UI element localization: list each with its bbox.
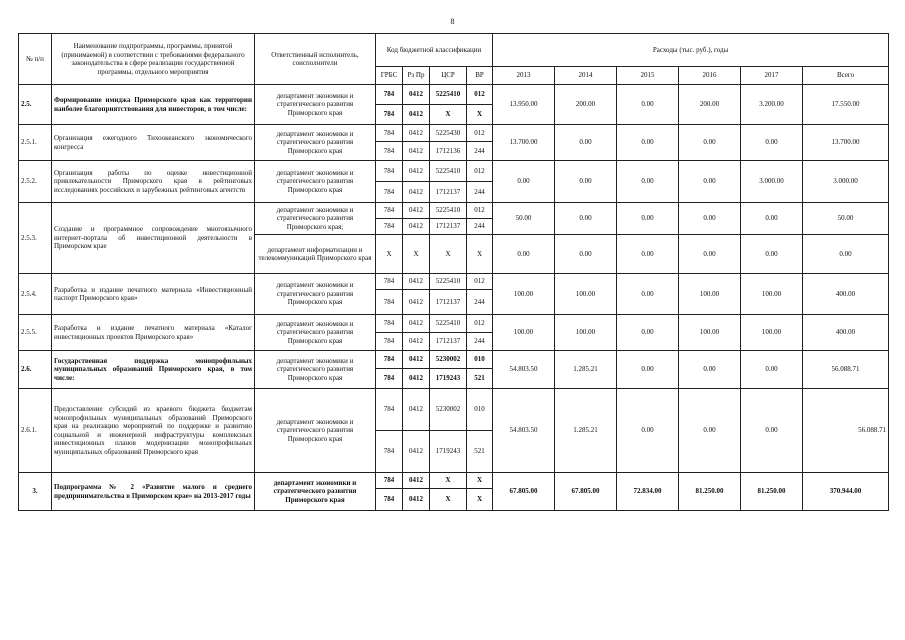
code-vr: X xyxy=(467,473,493,489)
code-csr: X xyxy=(430,473,467,489)
value-2017: 0.00 xyxy=(741,389,803,473)
value-2017: 0.00 xyxy=(741,125,803,161)
value-2017: 3.000.00 xyxy=(741,161,803,203)
value-2013: 0.00 xyxy=(493,235,555,274)
value-2015: 0.00 xyxy=(617,85,679,125)
value-2017: 0.00 xyxy=(741,203,803,235)
value-2014: 0.00 xyxy=(555,235,617,274)
budget-table xyxy=(18,33,889,511)
header-name: Наименование подпрограммы, программы, принятой (принимаемой) в соответствии с требованиями федерального законодательства в сфере реализации государственной программы, отдельного мероприятия xyxy=(52,34,255,85)
header-total: Всего xyxy=(803,67,889,85)
code-vr: 521 xyxy=(467,431,493,473)
row-num: 2.5.1. xyxy=(19,125,52,161)
row-num: 2.5.2. xyxy=(19,161,52,203)
value-2017: 81.250.00 xyxy=(741,473,803,511)
code-csr: 1712137 xyxy=(430,219,467,235)
value-2015: 0.00 xyxy=(617,315,679,351)
value-2013: 54.803.50 xyxy=(493,351,555,389)
value-2016: 81.250.00 xyxy=(679,473,741,511)
code-csr: 5230002 xyxy=(430,351,467,369)
value-2014: 1.285.21 xyxy=(555,351,617,389)
code-rzpr: 0412 xyxy=(403,203,430,219)
value-2016: 0.00 xyxy=(679,161,741,203)
code-csr: 1719243 xyxy=(430,431,467,473)
value-2013: 13.700.00 xyxy=(493,125,555,161)
value-2014: 0.00 xyxy=(555,161,617,203)
code-csr: 5225410 xyxy=(430,203,467,219)
value-2015: 0.00 xyxy=(617,161,679,203)
value-2014: 0.00 xyxy=(555,203,617,235)
row-resp: департамент экономики и стратегического развития Приморского края xyxy=(255,389,376,473)
value-2016: 0.00 xyxy=(679,203,741,235)
row-name: Организация ежегодного Тихоокеанского экономического конгресса xyxy=(52,125,255,161)
row-resp-extra: департамент информатизации и телекоммуникаций Приморского края xyxy=(255,235,376,274)
value-2017: 100.00 xyxy=(741,315,803,351)
code-grbs: 784 xyxy=(376,85,403,105)
header-csr: ЦСР xyxy=(430,67,467,85)
value-2015: 0.00 xyxy=(617,274,679,315)
code-csr: X xyxy=(430,489,467,511)
code-rzpr: 0412 xyxy=(403,219,430,235)
row-name: Организация работы по оценке инвестиционной привлекательности Приморского края в рейтинговых исследованиях российских и зарубежных рейтинговых агентств xyxy=(52,161,255,203)
table-row xyxy=(19,351,889,369)
value-total: 0.00 xyxy=(803,235,889,274)
code-csr: 1712137 xyxy=(430,290,467,315)
code-vr: X xyxy=(467,105,493,125)
table-row xyxy=(19,389,889,431)
table-row xyxy=(19,274,889,290)
value-2017: 3.200.00 xyxy=(741,85,803,125)
value-2014: 0.00 xyxy=(555,125,617,161)
value-2013: 13.950.00 xyxy=(493,85,555,125)
table-row xyxy=(19,473,889,489)
header-row xyxy=(19,34,889,67)
row-resp: департамент экономики и стратегического развития Приморского края xyxy=(255,161,376,203)
code-vr: 244 xyxy=(467,290,493,315)
code-csr: 5225430 xyxy=(430,125,467,142)
code-csr: 1712136 xyxy=(430,142,467,161)
code-csr: 5225410 xyxy=(430,274,467,290)
code-rzpr: 0412 xyxy=(403,161,430,182)
value-2015: 0.00 xyxy=(617,203,679,235)
code-csr: 5225410 xyxy=(430,161,467,182)
value-2015: 0.00 xyxy=(617,351,679,389)
row-num: 2.5.4. xyxy=(19,274,52,315)
code-rzpr: 0412 xyxy=(403,85,430,105)
code-vr: 012 xyxy=(467,315,493,333)
header-code: Код бюджетной классификации xyxy=(376,34,493,67)
header-2014: 2014 xyxy=(555,67,617,85)
value-2015: 0.00 xyxy=(617,125,679,161)
code-vr: 521 xyxy=(467,369,493,389)
row-name: Разработка и издание печатного материала «Каталог инвестиционных проектов Приморского края» xyxy=(52,315,255,351)
value-2016: 0.00 xyxy=(679,351,741,389)
code-rzpr: 0412 xyxy=(403,333,430,351)
row-num: 2.6.1. xyxy=(19,389,52,473)
value-2016: 100.00 xyxy=(679,274,741,315)
row-num: 2.5.3. xyxy=(19,203,52,274)
row-name: Формирование имиджа Приморского края как территории наиболее благоприятствования для инвесторов, в том числе: xyxy=(52,85,255,125)
code-rzpr: 0412 xyxy=(403,369,430,389)
row-num: 2.6. xyxy=(19,351,52,389)
code-grbs: 784 xyxy=(376,203,403,219)
code-vr: 244 xyxy=(467,182,493,203)
code-vr: 010 xyxy=(467,351,493,369)
value-total: 3.000.00 xyxy=(803,161,889,203)
code-rzpr: 0412 xyxy=(403,290,430,315)
header-2013: 2013 xyxy=(493,67,555,85)
code-grbs: 784 xyxy=(376,333,403,351)
row-resp: департамент экономики и стратегического развития Приморского края xyxy=(255,473,376,511)
value-2016: 100.00 xyxy=(679,315,741,351)
code-vr: X xyxy=(467,489,493,511)
value-2013: 54.803.50 xyxy=(493,389,555,473)
row-resp: департамент экономики и стратегического развития Приморского края xyxy=(255,125,376,161)
value-2015: 0.00 xyxy=(617,389,679,473)
code-grbs: 784 xyxy=(376,369,403,389)
value-2014: 100.00 xyxy=(555,274,617,315)
code-rzpr: 0412 xyxy=(403,274,430,290)
code-rzpr: 0412 xyxy=(403,142,430,161)
code-rzpr: 0412 xyxy=(403,473,430,489)
code-grbs: 784 xyxy=(376,351,403,369)
row-name: Подпрограмма № 2 «Развитие малого и среднего предпринимательства в Приморском крае» на 2013-2017 годы xyxy=(52,473,255,511)
value-2013: 100.00 xyxy=(493,315,555,351)
row-resp: департамент экономики и стратегического развития Приморского края xyxy=(255,351,376,389)
page-number: 8 xyxy=(450,17,455,26)
code-vr: 244 xyxy=(467,333,493,351)
value-2016: 0.00 xyxy=(679,235,741,274)
value-2017: 100.00 xyxy=(741,274,803,315)
code-vr: X xyxy=(467,235,493,274)
value-total: 13.700.00 xyxy=(803,125,889,161)
code-vr: 012 xyxy=(467,161,493,182)
value-2013: 50.00 xyxy=(493,203,555,235)
code-csr: 1712137 xyxy=(430,182,467,203)
code-csr: 5225410 xyxy=(430,85,467,105)
row-resp: департамент экономики и стратегического развития Приморского края; xyxy=(255,203,376,235)
code-grbs: 784 xyxy=(376,125,403,142)
value-2017: 0.00 xyxy=(741,351,803,389)
code-vr: 012 xyxy=(467,85,493,105)
code-csr: 1712137 xyxy=(430,333,467,351)
code-csr: X xyxy=(430,235,467,274)
row-num: 2.5.5. xyxy=(19,315,52,351)
row-resp: департамент экономики и стратегического развития Приморского края xyxy=(255,315,376,351)
table-row xyxy=(19,203,889,219)
code-grbs: 784 xyxy=(376,489,403,511)
header-2017: 2017 xyxy=(741,67,803,85)
code-vr: 012 xyxy=(467,203,493,219)
table-row xyxy=(19,161,889,182)
code-vr: 244 xyxy=(467,142,493,161)
value-total: 400.00 xyxy=(803,274,889,315)
row-resp: департамент экономики и стратегического развития Приморского края xyxy=(255,274,376,315)
code-rzpr: 0412 xyxy=(403,351,430,369)
table-row xyxy=(19,85,889,105)
row-name: Предоставление субсидий из краевого бюджета бюджетам монопрофильных муниципальных образований Приморского края на реализацию мероприятий по поддержке и развитию социальной и инженерной инфраструктуры комплексных инвестиционных планов модернизации монопрофильных муниципальных образований Приморского края xyxy=(52,389,255,473)
header-expenses: Расходы (тыс. руб.), годы xyxy=(493,34,889,67)
row-resp: департамент экономики и стратегического развития Приморского края xyxy=(255,85,376,125)
code-grbs: 784 xyxy=(376,182,403,203)
code-csr: 5230002 xyxy=(430,389,467,431)
table-row xyxy=(19,315,889,333)
row-name: Разработка и издание печатного материала «Инвестиционный паспорт Приморского края» xyxy=(52,274,255,315)
header-vr: ВР xyxy=(467,67,493,85)
header-grbs: ГРБС xyxy=(376,67,403,85)
value-2017: 0.00 xyxy=(741,235,803,274)
row-num: 2.5. xyxy=(19,85,52,125)
value-total: 370.944.00 xyxy=(803,473,889,511)
code-grbs: 784 xyxy=(376,219,403,235)
value-2016: 200.00 xyxy=(679,85,741,125)
value-total: 50.00 xyxy=(803,203,889,235)
code-rzpr: 0412 xyxy=(403,125,430,142)
code-grbs: 784 xyxy=(376,105,403,125)
table-row xyxy=(19,125,889,142)
row-num: 3. xyxy=(19,473,52,511)
value-2015: 0.00 xyxy=(617,235,679,274)
code-rzpr: 0412 xyxy=(403,431,430,473)
code-rzpr: 0412 xyxy=(403,182,430,203)
row-name: Создание и программное сопровождение многоязычного интернет-портала об инвестиционной деятельности в Приморском крае xyxy=(52,203,255,274)
code-vr: 010 xyxy=(467,389,493,431)
value-2014: 200.00 xyxy=(555,85,617,125)
header-resp: Ответственный исполнитель, соисполнители xyxy=(255,34,376,85)
code-rzpr: 0412 xyxy=(403,315,430,333)
row-name: Государственная поддержка монопрофильных муниципальных образований Приморского края, в том числе: xyxy=(52,351,255,389)
code-grbs: 784 xyxy=(376,315,403,333)
code-csr: 1719243 xyxy=(430,369,467,389)
code-rzpr: X xyxy=(403,235,430,274)
code-rzpr: 0412 xyxy=(403,389,430,431)
code-rzpr: 0412 xyxy=(403,105,430,125)
value-2016: 0.00 xyxy=(679,389,741,473)
header-rzpr: Рз Пр xyxy=(403,67,430,85)
header-2015: 2015 xyxy=(617,67,679,85)
value-2013: 100.00 xyxy=(493,274,555,315)
value-total: 400.00 xyxy=(803,315,889,351)
code-grbs: 784 xyxy=(376,473,403,489)
value-2013: 0.00 xyxy=(493,161,555,203)
value-total: 17.550.00 xyxy=(803,85,889,125)
value-2014: 1.285.21 xyxy=(555,389,617,473)
code-grbs: 784 xyxy=(376,142,403,161)
code-rzpr: 0412 xyxy=(403,489,430,511)
value-total: 56.088.71 xyxy=(803,351,889,389)
value-2015: 72.834.00 xyxy=(617,473,679,511)
value-total: 56.088.71 xyxy=(803,389,889,473)
value-2013: 67.805.00 xyxy=(493,473,555,511)
value-2016: 0.00 xyxy=(679,125,741,161)
code-grbs: 784 xyxy=(376,431,403,473)
code-vr: 012 xyxy=(467,125,493,142)
code-grbs: X xyxy=(376,235,403,274)
value-2014: 100.00 xyxy=(555,315,617,351)
value-2014: 67.805.00 xyxy=(555,473,617,511)
header-num: № п/п xyxy=(19,34,52,85)
code-grbs: 784 xyxy=(376,389,403,431)
code-vr: 244 xyxy=(467,219,493,235)
code-grbs: 784 xyxy=(376,274,403,290)
code-grbs: 784 xyxy=(376,290,403,315)
header-2016: 2016 xyxy=(679,67,741,85)
code-vr: 012 xyxy=(467,274,493,290)
code-grbs: 784 xyxy=(376,161,403,182)
code-csr: X xyxy=(430,105,467,125)
code-csr: 5225410 xyxy=(430,315,467,333)
